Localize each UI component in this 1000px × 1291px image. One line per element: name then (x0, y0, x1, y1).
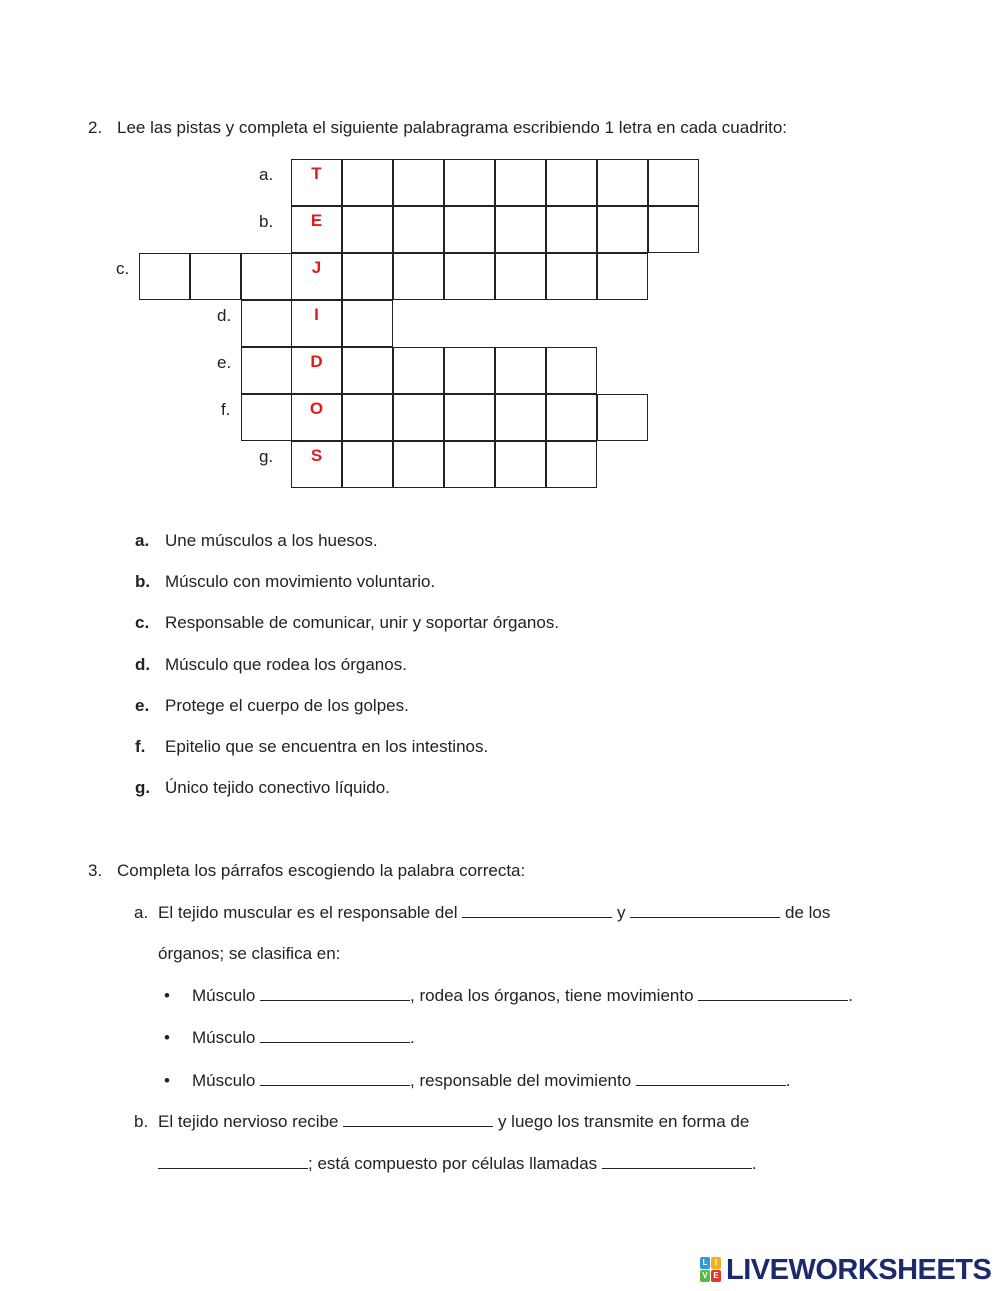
crossword-cell[interactable] (241, 394, 292, 441)
logo-block: V (700, 1270, 710, 1282)
bullet-icon: • (164, 1071, 170, 1090)
crossword-cell[interactable] (393, 441, 444, 488)
part-a-line-1 (158, 903, 830, 923)
crossword-key-cell: I (291, 300, 342, 347)
crossword-row-label: g. (259, 447, 274, 466)
part-b-line-2 (158, 1154, 757, 1174)
clue-text: Músculo que rodea los órganos. (165, 654, 407, 674)
crossword-row-label: e. (217, 353, 232, 372)
crossword-cell[interactable] (393, 159, 444, 206)
crossword-key-cell: J (291, 253, 342, 300)
crossword-cell[interactable] (444, 347, 495, 394)
crossword-cell[interactable] (342, 394, 393, 441)
bullet-line-1 (192, 986, 853, 1006)
clue-text: Músculo con movimiento voluntario. (165, 572, 436, 592)
crossword-cell[interactable] (444, 206, 495, 253)
crossword-cell[interactable] (597, 159, 648, 206)
crossword-row-label: a. (259, 165, 274, 184)
blank-input[interactable] (602, 1154, 752, 1169)
blank-input[interactable] (260, 1028, 410, 1043)
crossword-cell[interactable] (342, 441, 393, 488)
part-a-text-2: y (617, 903, 626, 922)
crossword-row-label: d. (217, 306, 232, 325)
part-a-label: a. (134, 903, 149, 922)
crossword-cell[interactable] (648, 159, 699, 206)
logo-block: L (700, 1257, 710, 1269)
clue-letter: b. (135, 572, 151, 592)
clue-text: Único tejido conectivo líquido. (165, 778, 390, 798)
crossword-cell[interactable] (190, 253, 241, 300)
crossword-cell[interactable] (597, 253, 648, 300)
clue-letter: f. (135, 737, 146, 756)
clue-letter: c. (135, 613, 150, 633)
blank-input[interactable] (698, 986, 848, 1001)
crossword-cell[interactable] (393, 347, 444, 394)
crossword-cell[interactable] (393, 206, 444, 253)
bullet-1-text-3: . (848, 986, 854, 1005)
part-a-text-3: de los (785, 903, 831, 922)
part-b-line-1 (158, 1112, 749, 1132)
logo-block: I (711, 1257, 721, 1269)
crossword-key-cell: O (291, 394, 342, 441)
blank-input[interactable] (158, 1154, 308, 1169)
bullet-2-text-2: . (410, 1028, 415, 1047)
part-b-text-3: ; está compuesto por células llamadas (308, 1154, 598, 1173)
crossword-cell[interactable] (546, 394, 597, 441)
crossword-cell[interactable] (342, 347, 393, 394)
part-b-text-4: . (751, 1154, 757, 1173)
blank-input[interactable] (462, 903, 612, 918)
crossword-cell[interactable] (241, 253, 292, 300)
crossword-cell[interactable] (342, 159, 393, 206)
clue-text: Responsable de comunicar, unir y soportar órganos. (165, 613, 560, 633)
crossword-row-label: b. (259, 212, 274, 231)
part-b-label: b. (134, 1112, 149, 1131)
crossword-cell[interactable] (241, 300, 292, 347)
clue-text: Protege el cuerpo de los golpes. (165, 695, 409, 715)
question-3-instruction: Completa los párrafos escogiendo la palabra correcta: (117, 861, 526, 880)
crossword-cell[interactable] (495, 347, 546, 394)
crossword-cell[interactable] (139, 253, 190, 300)
part-a-text-1: El tejido muscular es el responsable del (158, 903, 458, 922)
crossword-cell[interactable] (495, 206, 546, 253)
bullet-3-text-2: , responsable del movimiento (410, 1071, 632, 1090)
blank-input[interactable] (343, 1112, 493, 1127)
logo-blocks-icon (700, 1257, 722, 1283)
crossword-cell[interactable] (597, 206, 648, 253)
crossword-cell[interactable] (648, 206, 699, 253)
blank-input[interactable] (260, 1071, 410, 1086)
clue-text: Epitelio que se encuentra en los intestinos. (165, 737, 489, 756)
part-b-text-1: El tejido nervioso recibe (158, 1112, 339, 1131)
crossword-cell[interactable] (546, 441, 597, 488)
crossword-cell[interactable] (393, 394, 444, 441)
clue-letter: g. (135, 778, 151, 798)
crossword-cell[interactable] (444, 394, 495, 441)
question-2-number: 2. (88, 118, 103, 137)
crossword-cell[interactable] (546, 206, 597, 253)
crossword-key-cell: D (291, 347, 342, 394)
bullet-1-text-1: Músculo (192, 986, 256, 1005)
crossword-cell[interactable] (546, 159, 597, 206)
crossword-key-cell: T (291, 159, 342, 206)
crossword-cell[interactable] (241, 347, 292, 394)
question-2-instruction: Lee las pistas y completa el siguiente palabragrama escribiendo 1 letra en cada cuadrito: (117, 118, 788, 137)
bullet-line-3 (192, 1071, 791, 1091)
logo-text: LIVEWORKSHEETS (726, 1254, 992, 1286)
crossword-cell[interactable] (342, 206, 393, 253)
crossword-key-cell: S (291, 441, 342, 488)
crossword-cell[interactable] (393, 253, 444, 300)
crossword-cell[interactable] (495, 394, 546, 441)
clue-letter: d. (135, 654, 151, 674)
bullet-1-text-2: , rodea los órganos, tiene movimiento (410, 986, 694, 1005)
clue-letter: e. (135, 695, 150, 715)
clue-text: Une músculos a los huesos. (165, 531, 378, 550)
crossword-cell[interactable] (342, 253, 393, 300)
crossword-cell[interactable] (546, 253, 597, 300)
crossword-cell[interactable] (444, 441, 495, 488)
question-3-number: 3. (88, 861, 103, 880)
logo-block: E (711, 1270, 721, 1282)
crossword-cell[interactable] (495, 253, 546, 300)
crossword-cell[interactable] (546, 347, 597, 394)
part-b-text-2: y luego los transmite en forma de (497, 1112, 750, 1131)
clue-letter: a. (135, 531, 150, 550)
crossword-cell[interactable] (342, 300, 393, 347)
blank-input[interactable] (636, 1071, 786, 1086)
crossword-cell[interactable] (597, 394, 648, 441)
bullet-3-text-3: . (785, 1071, 791, 1090)
crossword-row-label: c. (116, 259, 130, 278)
blank-input[interactable] (630, 903, 780, 918)
crossword-cell[interactable] (495, 441, 546, 488)
blank-input[interactable] (260, 986, 410, 1001)
bullet-3-text-1: Músculo (192, 1071, 256, 1090)
crossword-key-cell: E (291, 206, 342, 253)
crossword-cell[interactable] (444, 159, 495, 206)
part-a-line-2: órganos; se clasifica en: (158, 944, 341, 963)
bullet-line-2 (192, 1028, 415, 1048)
bullet-icon: • (164, 1028, 170, 1047)
crossword-row-label: f. (221, 400, 231, 419)
crossword-cell[interactable] (444, 253, 495, 300)
bullet-icon: • (164, 986, 170, 1005)
crossword-cell[interactable] (495, 159, 546, 206)
bullet-2-text-1: Músculo (192, 1028, 256, 1047)
